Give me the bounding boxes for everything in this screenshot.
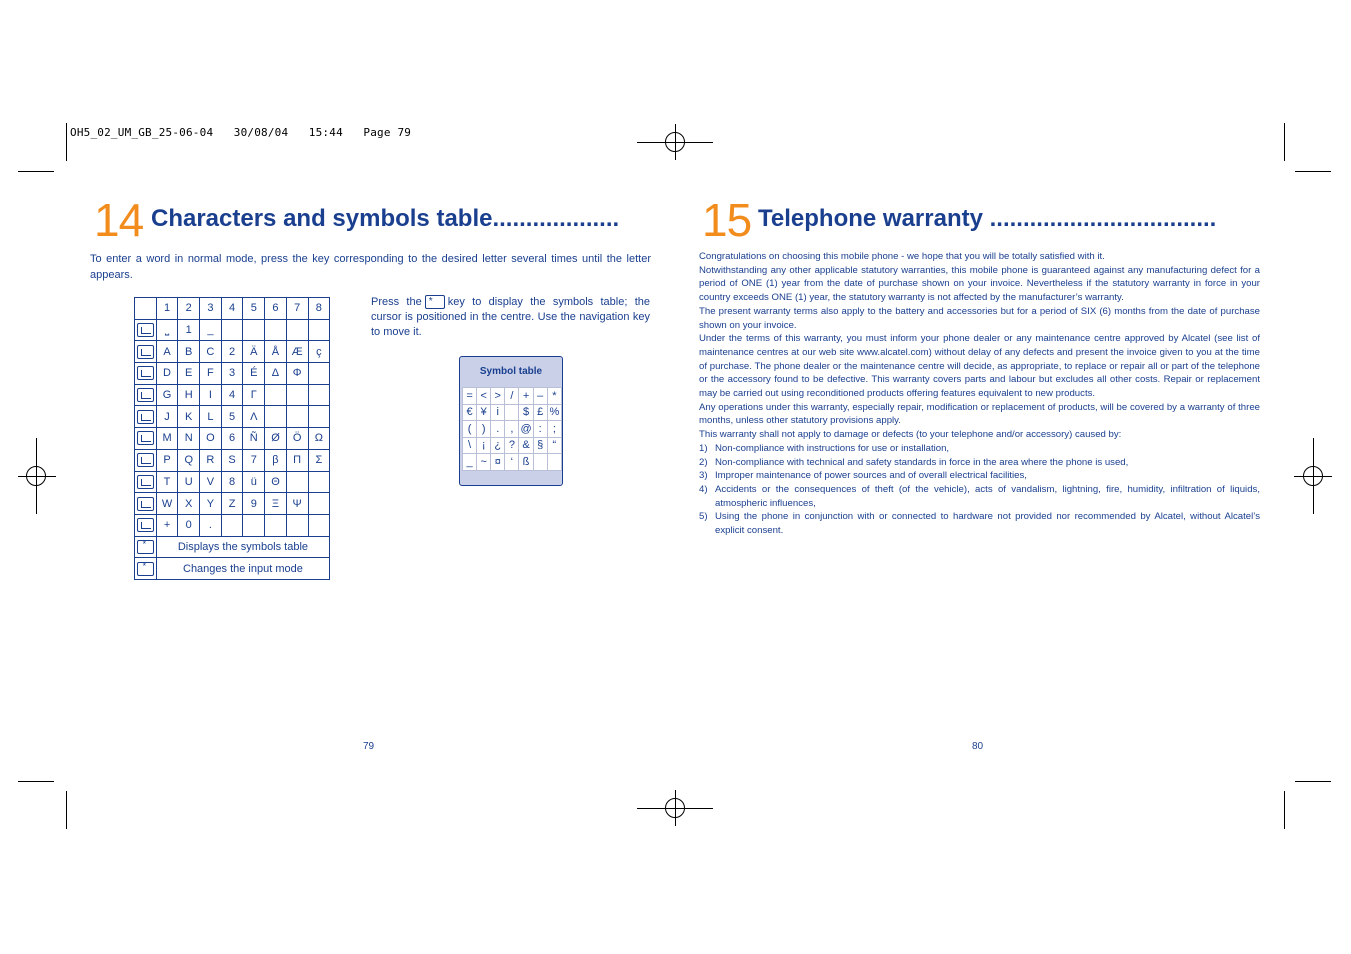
column-header: 7 — [286, 298, 308, 320]
symbol-cell: ¥ — [477, 404, 491, 421]
list-item — [699, 469, 1260, 483]
character-cell: Å — [265, 341, 287, 363]
symbol-cell: _ — [463, 454, 477, 471]
warranty-paragraph: Any operations under this warranty, especially repair, modification or replacement of products, will be covered by a warranty of three months, unless other statutory provisions apply. — [699, 401, 1260, 427]
warranty-paragraph: The present warranty terms also apply to the battery and accessories but for a period of SIX (6) months from the date of purchase shown on your invoice. — [699, 305, 1260, 331]
symbol-row — [463, 388, 562, 405]
key-cell — [135, 536, 157, 558]
symbol-cell: \ — [463, 437, 477, 454]
symbol-cell: = — [463, 388, 477, 405]
list-item — [699, 483, 1260, 510]
character-cell: B — [178, 341, 200, 363]
symbol-cell: ¿ — [491, 437, 505, 454]
warranty-paragraph: This warranty shall not apply to damage or defects (to your telephone and/or accessory) caused by: — [699, 429, 1122, 441]
character-cell — [286, 319, 308, 341]
list-item — [699, 442, 1260, 456]
key-cell — [135, 406, 157, 428]
symbol-cell: “ — [547, 437, 561, 454]
list-item-number: 4) — [699, 483, 708, 495]
chapter-number: 14 — [94, 194, 144, 246]
table-row — [135, 319, 330, 341]
warranty-text — [699, 250, 1260, 538]
key-6-icon — [137, 431, 154, 445]
character-cell: N — [178, 428, 200, 450]
symbol-cell: / — [505, 388, 519, 405]
character-cell: _ — [200, 319, 222, 341]
table-row — [135, 384, 330, 406]
symbols-instruction — [371, 295, 650, 340]
character-cell: Q — [178, 449, 200, 471]
symbol-cell: ¤ — [491, 454, 505, 471]
registration-circle — [1303, 466, 1323, 486]
character-cell: Ø — [265, 428, 287, 450]
character-cell: 6 — [221, 428, 243, 450]
key-cell — [135, 428, 157, 450]
character-cell — [308, 471, 330, 493]
character-cell: Λ — [243, 406, 265, 428]
character-cell: 8 — [221, 471, 243, 493]
key-cell — [135, 471, 157, 493]
chapter-title: Characters and symbols table................... — [151, 205, 620, 232]
key-8-icon — [137, 475, 154, 489]
symbol-row — [463, 404, 562, 421]
registration-circle — [26, 466, 46, 486]
character-cell: L — [200, 406, 222, 428]
character-cell: Θ — [265, 471, 287, 493]
character-cell: Ö — [286, 428, 308, 450]
character-cell: 4 — [221, 384, 243, 406]
key-cell — [135, 558, 157, 580]
character-cell: 3 — [221, 363, 243, 385]
character-cell: ç — [308, 341, 330, 363]
character-cell: H — [178, 384, 200, 406]
character-cell: I — [200, 384, 222, 406]
crop-mark — [1284, 791, 1285, 829]
column-header: 5 — [243, 298, 265, 320]
character-cell — [265, 384, 287, 406]
list-item-text: Non-compliance with instructions for use or installation, — [715, 442, 950, 454]
key-cell — [135, 319, 157, 341]
key-3-icon — [137, 366, 154, 380]
crop-mark — [1295, 781, 1331, 782]
press-text-end: key to display the symbols table; the cursor is positioned in the centre. Use the navigation key to move it. — [371, 296, 650, 338]
character-cell — [308, 406, 330, 428]
character-cell: 5 — [221, 406, 243, 428]
symbol-row — [463, 421, 562, 438]
character-cell: 7 — [243, 449, 265, 471]
page-number-left: 79 — [363, 741, 375, 752]
character-cell: K — [178, 406, 200, 428]
crop-mark — [18, 171, 54, 172]
character-cell — [286, 514, 308, 536]
characters-table — [134, 297, 330, 580]
symbol-cell: + — [519, 388, 533, 405]
key-cell — [135, 384, 157, 406]
star-key-icon — [425, 295, 445, 309]
column-header: 6 — [265, 298, 287, 320]
symbol-table-panel — [459, 356, 563, 486]
symbol-table-title: Symbol table — [479, 366, 543, 377]
key-cell — [135, 449, 157, 471]
character-cell: T — [156, 471, 178, 493]
symbol-cell: * — [547, 388, 561, 405]
character-cell: W — [156, 493, 178, 515]
symbol-cell — [533, 454, 547, 471]
list-item — [699, 510, 1260, 537]
character-cell: V — [200, 471, 222, 493]
character-cell — [265, 406, 287, 428]
character-cell: + — [156, 514, 178, 536]
chapter-number: 15 — [702, 194, 752, 246]
registration-circle — [665, 798, 685, 818]
symbol-cell: i — [491, 404, 505, 421]
character-cell: S — [221, 449, 243, 471]
symbol-cell: > — [491, 388, 505, 405]
key-9-icon — [137, 497, 154, 511]
key-cell — [135, 514, 157, 536]
symbol-row — [463, 454, 562, 471]
key-0-icon — [137, 518, 154, 532]
symbol-cell: § — [533, 437, 547, 454]
symbol-cell: , — [505, 421, 519, 438]
character-cell: Δ — [265, 363, 287, 385]
crop-mark — [66, 791, 67, 829]
column-header: 2 — [178, 298, 200, 320]
page-number-right: 80 — [972, 741, 984, 752]
column-header: 4 — [221, 298, 243, 320]
character-cell: Ψ — [286, 493, 308, 515]
symbol-cell: < — [477, 388, 491, 405]
crop-mark — [18, 781, 54, 782]
character-cell: J — [156, 406, 178, 428]
character-cell: Ω — [308, 428, 330, 450]
character-cell: 0 — [178, 514, 200, 536]
character-cell — [286, 406, 308, 428]
table-corner-cell — [135, 298, 157, 320]
table-row — [135, 558, 330, 580]
warranty-paragraph: Notwithstanding any other applicable statutory warranties, this mobile phone is guaranteed against any manufacturing defect for a period of ONE (1) year from the date of purchase shown on your invoice. Nevertheless if the statutory warranty in force in your country exceeds ONE (1) year, the statutory warranty is not affected by the manufacturer’s warranty. — [699, 264, 1260, 304]
list-item — [699, 456, 1260, 470]
table-row — [135, 406, 330, 428]
character-cell: É — [243, 363, 265, 385]
character-cell — [308, 363, 330, 385]
character-cell: Ñ — [243, 428, 265, 450]
key-description: Displays the symbols table — [156, 536, 330, 558]
character-cell: X — [178, 493, 200, 515]
symbol-grid — [462, 387, 562, 471]
key-cell — [135, 341, 157, 363]
symbol-cell: $ — [519, 404, 533, 421]
print-slug: OH5_02_UM_GB_25-06-04 30/08/04 15:44 Page 79 — [70, 126, 412, 139]
column-header: 8 — [308, 298, 330, 320]
symbol-cell — [505, 404, 519, 421]
symbol-cell — [547, 454, 561, 471]
table-row — [135, 493, 330, 515]
table-row — [135, 428, 330, 450]
character-cell: E — [178, 363, 200, 385]
character-cell: β — [265, 449, 287, 471]
intro-paragraph: To enter a word in normal mode, press the key corresponding to the desired letter several times until the letter appears. — [90, 253, 651, 281]
character-cell — [308, 384, 330, 406]
character-cell: 9 — [243, 493, 265, 515]
table-row — [135, 363, 330, 385]
character-cell: F — [200, 363, 222, 385]
column-header: 3 — [200, 298, 222, 320]
symbol-cell: ) — [477, 421, 491, 438]
list-item-number: 3) — [699, 470, 708, 482]
symbol-cell: . — [491, 421, 505, 438]
character-cell: Γ — [243, 384, 265, 406]
table-header-row — [135, 298, 330, 320]
character-cell — [265, 514, 287, 536]
character-cell: . — [200, 514, 222, 536]
table-row — [135, 536, 330, 558]
character-cell: R — [200, 449, 222, 471]
table-row — [135, 514, 330, 536]
symbol-cell: ? — [505, 437, 519, 454]
character-cell: 2 — [221, 341, 243, 363]
symbol-cell: @ — [519, 421, 533, 438]
symbol-cell: ~ — [477, 454, 491, 471]
list-item-text: Non-compliance with technical and safety standards in force in the area where the phone is used, — [715, 456, 1129, 468]
character-cell: U — [178, 471, 200, 493]
character-cell: P — [156, 449, 178, 471]
character-cell — [243, 514, 265, 536]
character-cell — [265, 319, 287, 341]
character-cell: Z — [221, 493, 243, 515]
character-cell: C — [200, 341, 222, 363]
symbol-cell: % — [547, 404, 561, 421]
star-key-icon — [137, 540, 154, 554]
warranty-paragraph: Under the terms of this warranty, you must inform your phone dealer or any maintenance centre approved by Alcatel (see list of maintenance centres at our web site www.alcatel.com) without delay of any defects and present the invoice given to you at the time of purchase. The phone dealer or the maintenance centre will decide, as appropriate, to replace or repair all or part of the telephone or the accessory found to be defective. This warranty covers parts and labour but excludes all other costs. Repair or replacement may be carried out using reconditioned products offering features equivalent to new products. — [699, 333, 1260, 400]
symbol-cell: € — [463, 404, 477, 421]
symbol-cell: : — [533, 421, 547, 438]
character-cell — [308, 319, 330, 341]
table-row — [135, 341, 330, 363]
character-cell — [243, 319, 265, 341]
crop-mark — [66, 123, 67, 161]
hash-key-icon — [137, 562, 154, 576]
list-item-number: 5) — [699, 511, 708, 523]
symbol-cell: ß — [519, 454, 533, 471]
registration-circle — [665, 132, 685, 152]
chapter-title: Telephone warranty .................................. — [758, 205, 1217, 232]
symbol-cell: ¡ — [477, 437, 491, 454]
list-item-number: 2) — [699, 456, 708, 468]
character-cell: A — [156, 341, 178, 363]
key-cell — [135, 493, 157, 515]
key-5-icon — [137, 410, 154, 424]
character-cell: G — [156, 384, 178, 406]
character-cell: ü — [243, 471, 265, 493]
symbol-cell: ( — [463, 421, 477, 438]
character-cell — [221, 514, 243, 536]
character-cell: D — [156, 363, 178, 385]
list-item-text: Improper maintenance of power sources and of overall electrical facilities, — [715, 470, 1027, 482]
crop-mark — [1284, 123, 1285, 161]
warranty-paragraph: Congratulations on choosing this mobile phone - we hope that you will be totally satisfied with it. — [699, 251, 1105, 262]
character-cell: Φ — [286, 363, 308, 385]
character-cell: Π — [286, 449, 308, 471]
symbol-cell: & — [519, 437, 533, 454]
key-description: Changes the input mode — [156, 558, 330, 580]
symbol-cell: ‘ — [505, 454, 519, 471]
symbol-row — [463, 437, 562, 454]
press-text-start: Press the — [371, 296, 422, 308]
character-cell: Æ — [286, 341, 308, 363]
character-cell: 1 — [178, 319, 200, 341]
symbol-cell: – — [533, 388, 547, 405]
column-header: 1 — [156, 298, 178, 320]
symbol-cell: ; — [547, 421, 561, 438]
character-cell: Y — [200, 493, 222, 515]
character-cell: O — [200, 428, 222, 450]
character-cell: ⎵ — [156, 319, 178, 341]
key-cell — [135, 363, 157, 385]
crop-mark — [1295, 171, 1331, 172]
symbol-cell: £ — [533, 404, 547, 421]
list-item-number: 1) — [699, 442, 708, 454]
character-cell — [308, 514, 330, 536]
character-cell — [308, 493, 330, 515]
list-item-text: Accidents or the consequences of theft (of the vehicle), acts of vandalism, lightning, fire, humidity, infiltration of liquids, atmospheric influences, — [715, 483, 1260, 509]
table-row — [135, 449, 330, 471]
character-cell: Ä — [243, 341, 265, 363]
list-item-text: Using the phone in conjunction with or connected to hardware not provided nor recommended by Alcatel, without Alcatel’s explicit consent. — [715, 511, 1260, 537]
key-1-icon — [137, 323, 154, 337]
character-cell — [286, 384, 308, 406]
character-cell: M — [156, 428, 178, 450]
character-cell: Σ — [308, 449, 330, 471]
key-2-icon — [137, 345, 154, 359]
character-cell: Ξ — [265, 493, 287, 515]
character-cell — [221, 319, 243, 341]
table-row — [135, 471, 330, 493]
character-cell — [286, 471, 308, 493]
key-7-icon — [137, 453, 154, 467]
key-4-icon — [137, 388, 154, 402]
